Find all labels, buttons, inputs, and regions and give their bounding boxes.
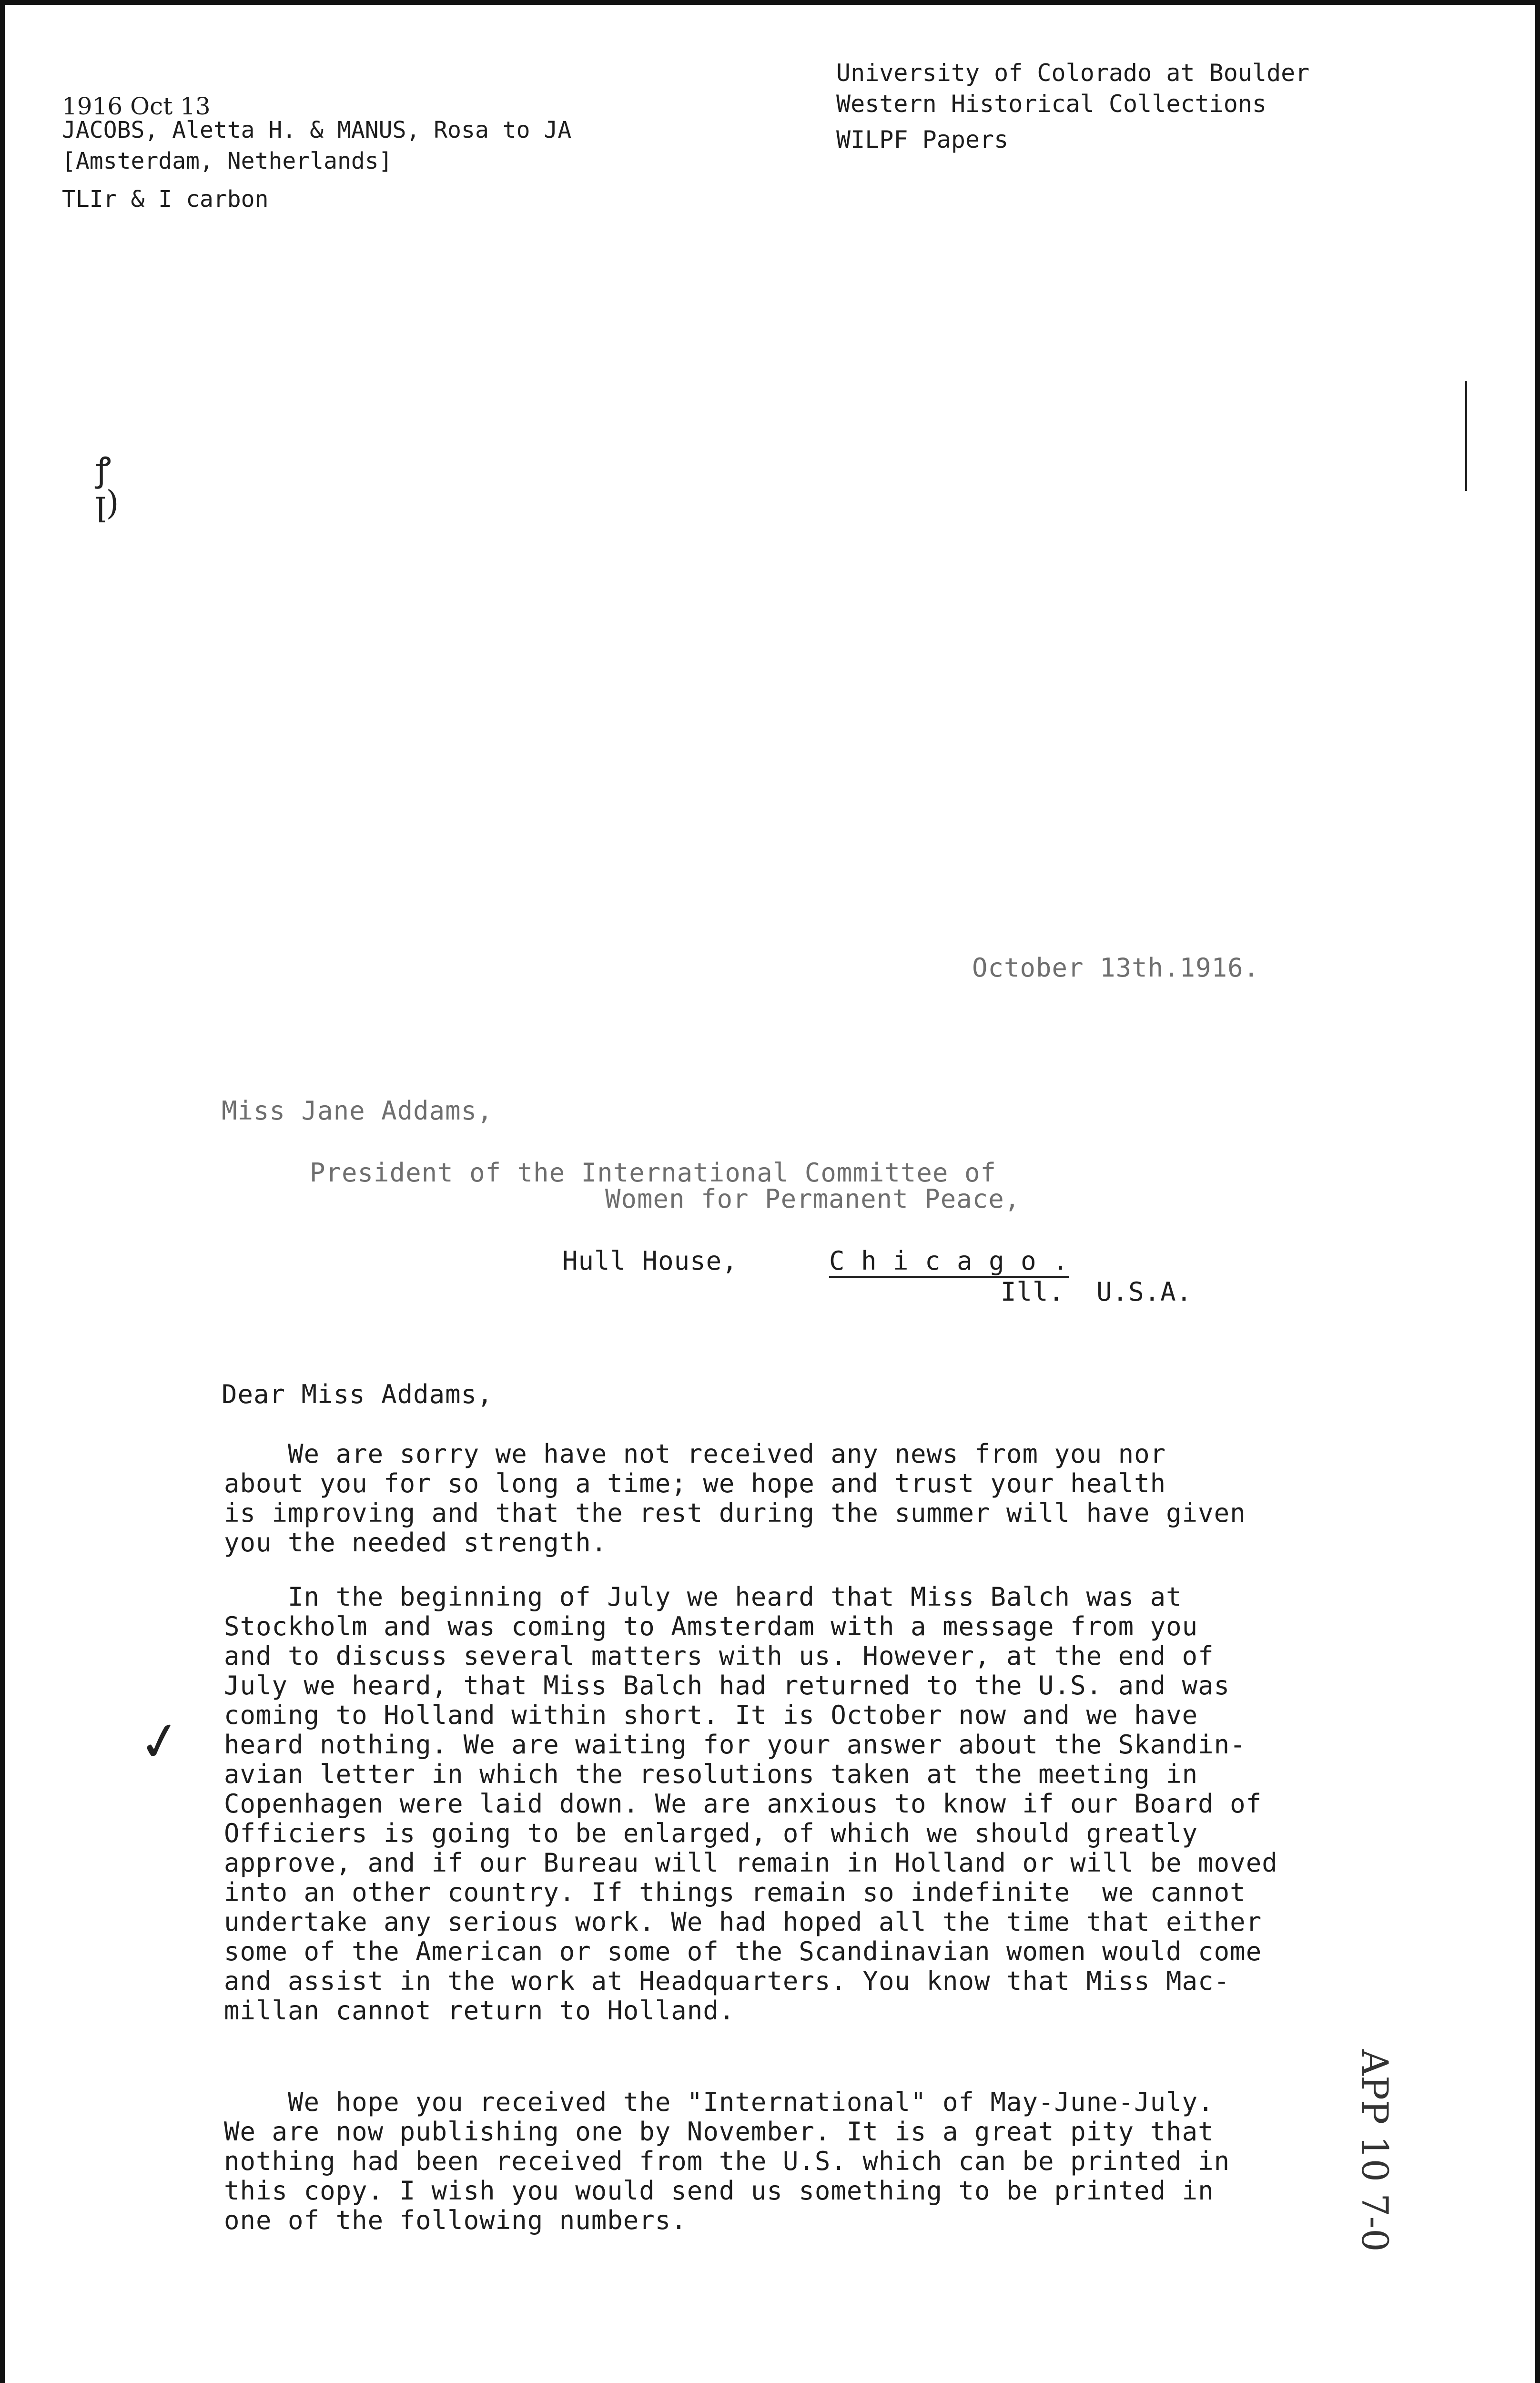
paragraph-1 — [224, 1439, 1444, 1558]
paragraph-line: July we heard, that Miss Balch had returned to the U.S. and was — [224, 1670, 1230, 1701]
paragraph-line: millan cannot return to Holland. — [224, 1996, 735, 2026]
paragraph-line: one of the following numbers. — [224, 2205, 687, 2235]
paragraph-line: and assist in the work at Headquarters. You know that Miss Mac- — [224, 1966, 1230, 1996]
paragraph-line: into an other country. If things remain so indefinite we cannot — [224, 1877, 1246, 1907]
paragraph-line: nothing had been received from the U.S. which can be printed in — [224, 2146, 1230, 2176]
margin-scribble: ꝭ ꞁ) — [95, 450, 119, 522]
catalog-date: 1916 Oct 13 — [62, 92, 211, 120]
recipient-city: C h i c a g o . — [829, 1246, 1069, 1278]
paragraph-line: We are now publishing one by November. It is a great pity that — [224, 2117, 1214, 2147]
paragraph-line: Copenhagen were laid down. We are anxious to know if our Board of — [224, 1789, 1262, 1819]
archive-line-1: University of Colorado at Boulder — [836, 59, 1310, 87]
paragraph-line: undertake any serious work. We had hoped all the time that either — [224, 1907, 1262, 1937]
paragraph-line: We hope you received the "International" of May-June-July. — [224, 2087, 1214, 2117]
recipient-name: Miss Jane Addams, — [222, 1096, 493, 1126]
paragraph-line: about you for so long a time; we hope and trust your health — [224, 1468, 1166, 1498]
paragraph-line: Officiers is going to be enlarged, of which we should greatly — [224, 1818, 1198, 1848]
recipient-title-2: Women for Permanent Peace, — [605, 1184, 1021, 1214]
catalog-doc-type: TLIr & I carbon — [62, 186, 269, 213]
paragraph-line: approve, and if our Bureau will remain in Holland or will be moved — [224, 1848, 1278, 1878]
margin-side-note: APP 10 7-0 — [1354, 2049, 1396, 2252]
letter-date: October 13th.1916. — [972, 953, 1260, 983]
paragraph-line: Stockholm and was coming to Amsterdam with a message from you — [224, 1611, 1198, 1641]
archive-line-2: Western Historical Collections — [836, 90, 1267, 118]
salutation: Dear Miss Addams, — [222, 1379, 493, 1409]
paragraph-line: We are sorry we have not received any news from you nor — [224, 1439, 1166, 1469]
margin-edge-line — [1465, 381, 1467, 491]
archive-line-3: WILPF Papers — [836, 126, 1009, 153]
paragraph-line: avian letter in which the resolutions taken at the meeting in — [224, 1759, 1198, 1789]
paragraph-line: you the needed strength. — [224, 1528, 608, 1558]
catalog-correspondents: JACOBS, Aletta H. & MANUS, Rosa to JA — [62, 117, 572, 143]
checkmark-icon: ✓ — [133, 1707, 187, 1776]
paragraph-line: some of the American or some of the Scandinavian women would come — [224, 1936, 1262, 1966]
recipient-state: Ill. U.S.A. — [1001, 1277, 1193, 1307]
paragraph-line: this copy. I wish you would send us something to be printed in — [224, 2176, 1214, 2206]
catalog-place: [Amsterdam, Netherlands] — [62, 148, 393, 174]
paragraph-line: is improving and that the rest during the summer will have given — [224, 1498, 1246, 1528]
paragraph-line: In the beginning of July we heard that Miss Balch was at — [224, 1582, 1182, 1612]
paragraph-3 — [224, 2088, 1444, 2235]
paragraph-line: heard nothing. We are waiting for your answer about the Skandin- — [224, 1730, 1246, 1760]
paragraph-line: and to discuss several matters with us. However, at the end of — [224, 1641, 1214, 1671]
paragraph-line: coming to Holland within short. It is October now and we have — [224, 1700, 1198, 1730]
paragraph-2 — [224, 1582, 1444, 2026]
recipient-street: Hull House, — [562, 1246, 738, 1276]
recipient-title-1: President of the International Committee of — [310, 1158, 996, 1188]
